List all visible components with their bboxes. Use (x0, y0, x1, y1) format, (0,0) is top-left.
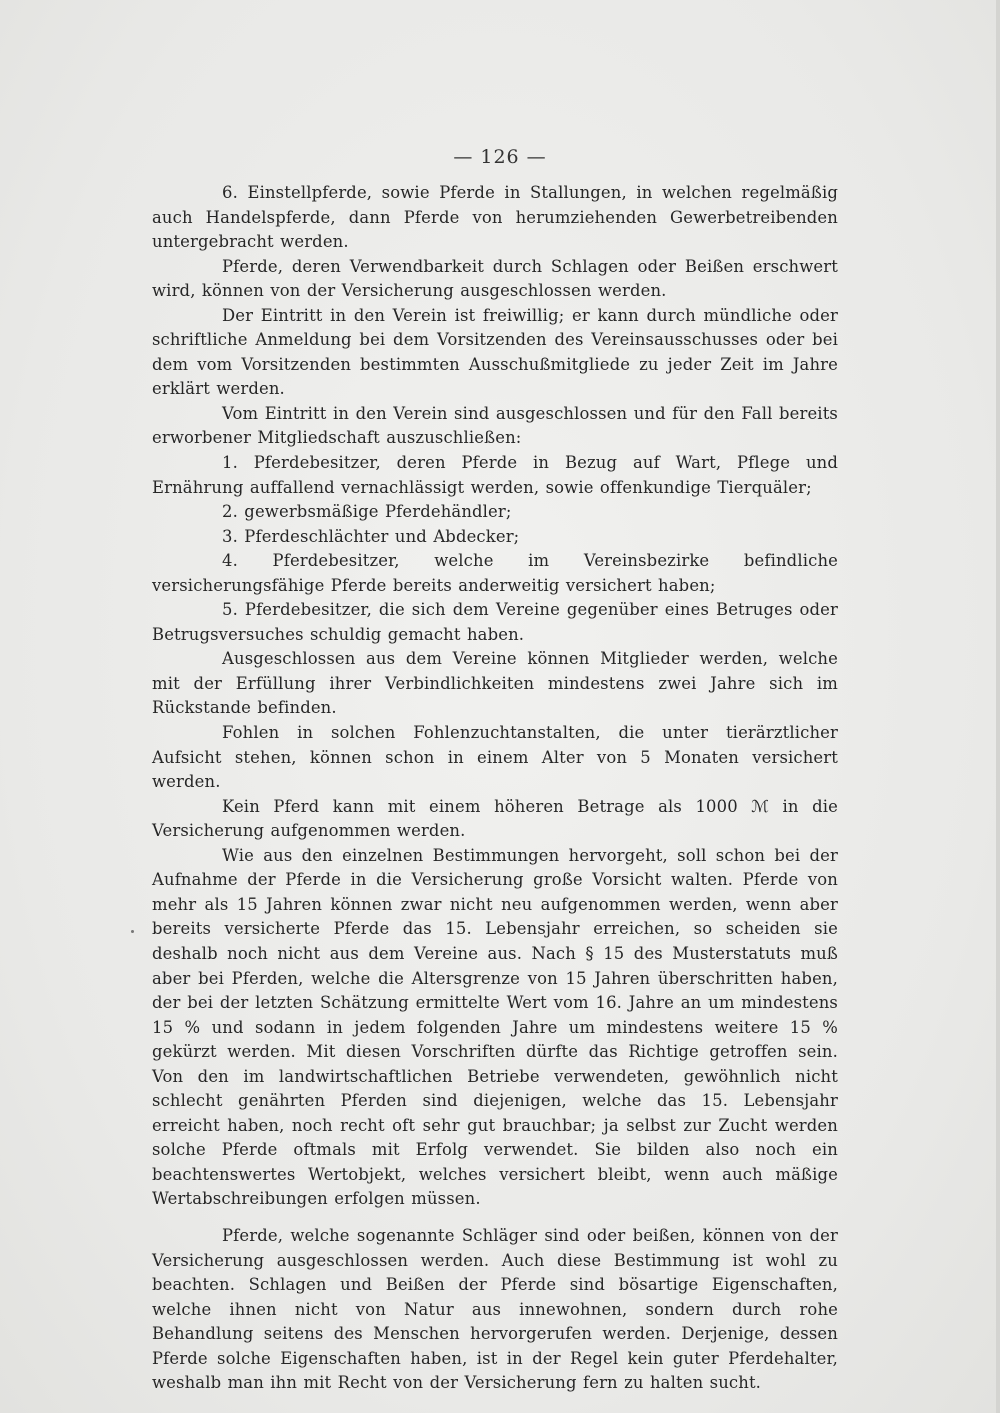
page-edge (996, 0, 1000, 1413)
list-item-3: 3. Pferdeschlächter und Abdecker; (222, 526, 520, 546)
list-item-2: 2. gewerbsmäßige Pferdehändler; (222, 502, 512, 522)
paragraph-entry: Der Eintritt in den Verein ist freiwillig; er kann durch mündliche oder schriftliche Anmeldung bei dem Vorsitzenden des Vereinsausschusses oder bei dem vom Vorsitzenden bestimmten Ausschußmitgliede zu jeder Zeit im Jahre erklärt werden. (152, 305, 838, 399)
paragraph-item-6: 6. Einstellpferde, sowie Pferde in Stallungen, in welchen regelmäßig auch Handelspferde, dann Pferde von herumziehenden Gewerbetreibenden untergebracht werden. (152, 183, 838, 252)
page-body (152, 181, 838, 1396)
page-number: — 126 — (453, 146, 547, 168)
list-item-4: 4. Pferdebesitzer, welche im Vereinsbezirke befindliche versicherungsfähige Pferde bereits anderweitig versichert haben; (152, 551, 838, 595)
paragraph-foals: Fohlen in solchen Fohlenzuchtanstalten, die unter tierärztlicher Aufsicht stehen, können schon in einem Alter von 5 Monaten versichert werden. (152, 723, 838, 792)
paragraph-exclusion-intro: Vom Eintritt in den Verein sind ausgeschlossen und für den Fall bereits erworbener Mitgliedschaft auszuschließen: (152, 403, 838, 448)
paper-speck (131, 930, 134, 933)
paragraph-exclusion-biting: Pferde, deren Verwendbarkeit durch Schlagen oder Beißen erschwert wird, können von der Versicherung ausgeschlossen werden. (152, 256, 838, 301)
list-item-1: 1. Pferdebesitzer, deren Pferde in Bezug auf Wart, Pflege und Ernährung auffallend vernachlässigt werden, sowie offenkundige Tierquäler; (152, 453, 838, 497)
paragraph-age-rules: Wie aus den einzelnen Bestimmungen hervorgeht, soll schon bei der Aufnahme der Pferde in die Versicherung große Vorsicht walten. Pferde von mehr als 15 Jahren können zwar nicht neu aufgenommen werden, wenn aber bereits versicherte Pferde das 15. Lebensjahr erreichen, so scheiden sie deshalb noch nicht aus dem Vereine aus. Nach § 15 des Musterstatuts muß aber bei Pferden, welche die Altersgrenze von 15 Jahren überschritten haben, der bei der letzten Schätzung ermittelte Wert vom 16. Jahre an um mindestens 15 % und sodann in jedem folgenden Jahre um mindestens weitere 15 % gekürzt werden. Mit diesen Vorschriften dürfte das Richtige getroffen sein. Von den im landwirtschaftlichen Betriebe verwendeten, gewöhnlich nicht schlecht genährten Pferden sind diejenigen, welche das 15. Lebensjahr erreicht haben, noch recht oft sehr gut brauchbar; ja selbst zur Zucht werden solche Pferde oftmals mit Erfolg verwendet. Sie bilden also noch ein beachtenswertes Wertobjekt, welches versichert bleibt, wenn auch mäßige Wertabschreibungen erfolgen müssen. (152, 845, 838, 1209)
paragraph-max-amount: Kein Pferd kann mit einem höheren Betrage als 1000 ℳ in die Versicherung aufgenommen werden. (152, 796, 838, 841)
list-item-5: 5. Pferdebesitzer, die sich dem Vereine gegenüber eines Betruges oder Betrugsversuches schuldig gemacht haben. (152, 600, 838, 644)
paragraph-member-exclusion: Ausgeschlossen aus dem Vereine können Mitglieder werden, welche mit der Erfüllung ihrer Verbindlichkeiten mindestens zwei Jahre sich im Rückstande befinden. (152, 649, 838, 718)
paragraph-kickers: Pferde, welche sogenannte Schläger sind oder beißen, können von der Versicherung ausgeschlossen werden. Auch diese Bestimmung ist wohl zu beachten. Schlagen und Beißen der Pferde sind bösartige Eigenschaften, welche ihnen nicht von Natur aus innewohnen, sondern durch rohe Behandlung seitens des Menschen hervorgerufen werden. Derjenige, dessen Pferde solche Eigenschaften haben, ist in der Regel kein guter Pferdehalter, weshalb man ihn mit Recht von der Versicherung fern zu halten sucht. (152, 1225, 838, 1393)
